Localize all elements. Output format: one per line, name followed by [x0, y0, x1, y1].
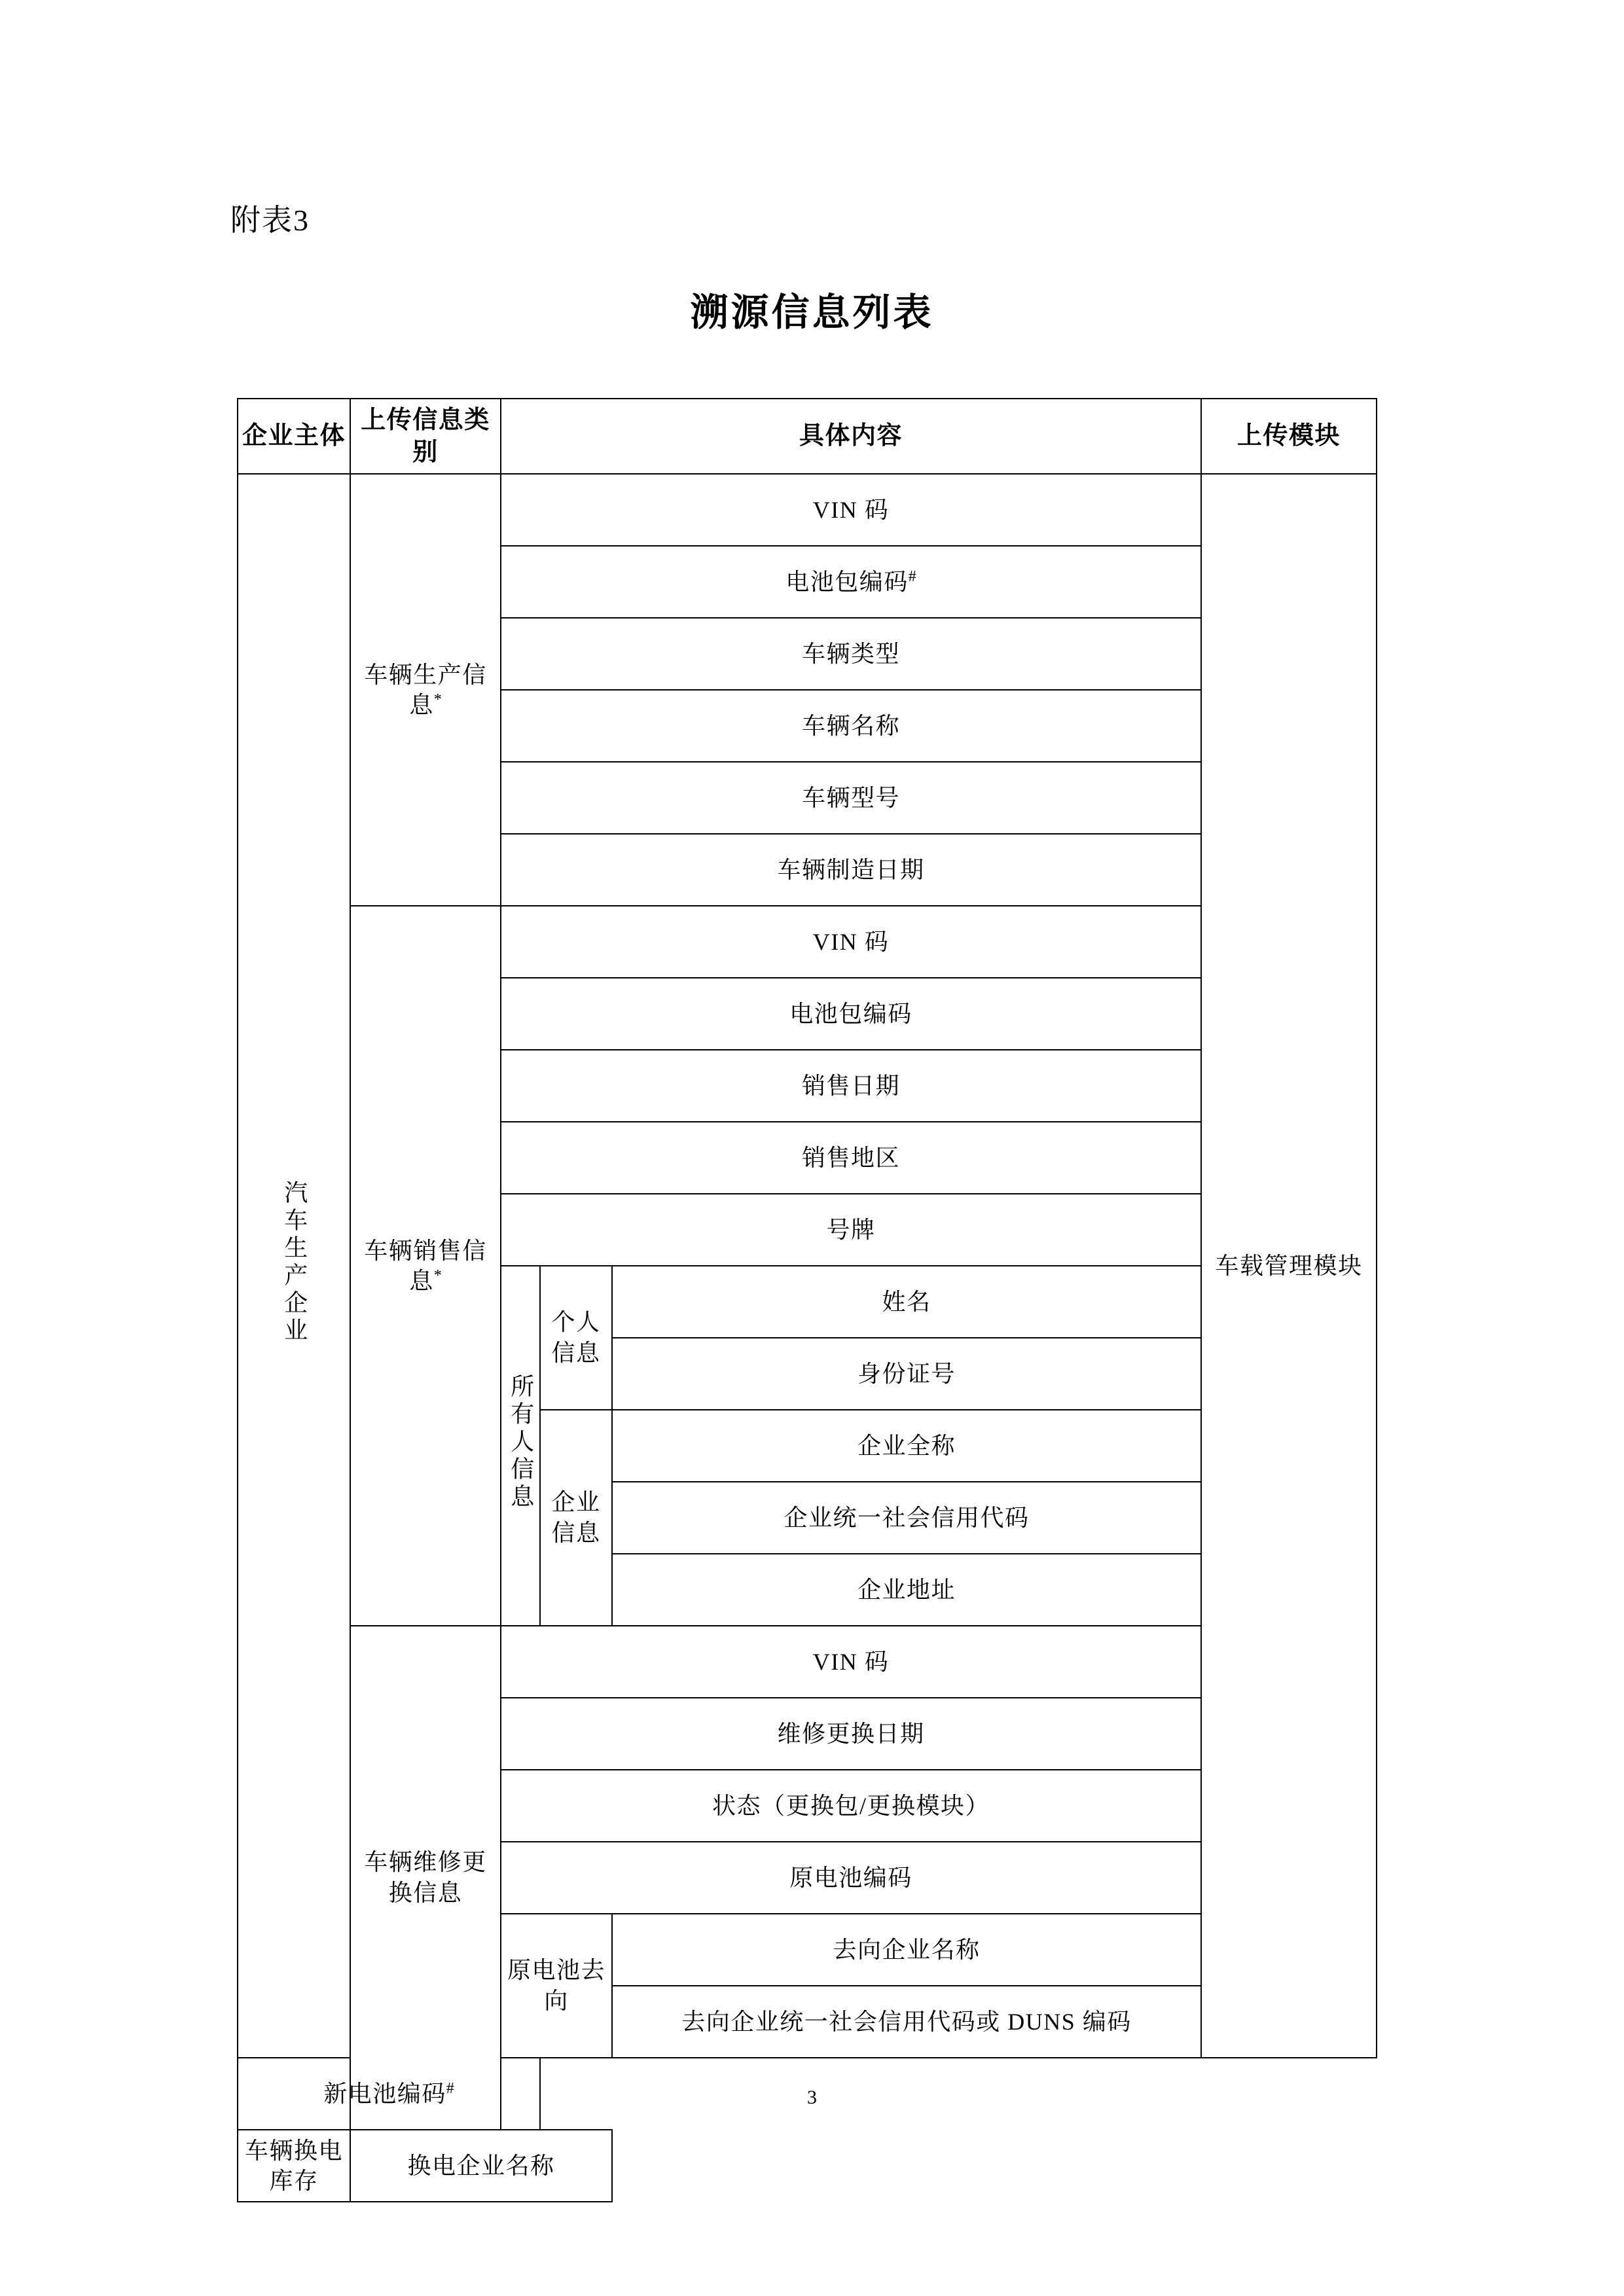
module-cell — [1201, 474, 1377, 2058]
owner-info-label: 所有人信息 — [507, 1373, 534, 1511]
column-header-category: 上传信息类别 — [350, 399, 501, 474]
module-label: 车载管理模块 — [1215, 1253, 1363, 1280]
table-header-row — [238, 399, 1377, 474]
content-item: 销售地区 — [501, 1122, 1201, 1194]
category-production-info — [350, 474, 501, 906]
entity-label: 汽车生产企业 — [281, 1179, 308, 1345]
content-item: 企业全称 — [612, 1410, 1201, 1482]
category-swap-inventory: 车辆换电库存 — [238, 2130, 350, 2202]
category-label: 车辆销售信息 — [364, 1238, 487, 1295]
content-item: 电池包编码 — [501, 978, 1201, 1050]
traceability-info-table — [237, 398, 1377, 2202]
old-battery-destination-group — [501, 1914, 612, 2058]
entity-cell — [238, 474, 350, 2058]
content-item: VIN 码 — [501, 1626, 1201, 1698]
page-number: 3 — [807, 2087, 817, 2108]
content-item: 去向企业名称 — [612, 1914, 1201, 1986]
content-item: 车辆名称 — [501, 690, 1201, 762]
content-item: 姓名 — [612, 1266, 1201, 1338]
content-item: 企业地址 — [612, 1554, 1201, 1626]
content-item: 销售日期 — [501, 1050, 1201, 1122]
content-item: 新电池编码 — [323, 2081, 446, 2108]
content-item: 状态（更换包/更换模块） — [501, 1770, 1201, 1842]
table-row — [238, 2130, 1377, 2202]
content-item: 换电企业名称 — [350, 2130, 612, 2202]
table-row — [238, 474, 1377, 546]
column-header-content: 具体内容 — [501, 399, 1201, 474]
category-mark: * — [433, 691, 442, 709]
page-title: 溯源信息列表 — [690, 290, 934, 334]
category-label: 车辆维修更换信息 — [364, 1849, 487, 1907]
owner-info-group — [501, 1266, 540, 1626]
content-item-mark: # — [446, 2080, 454, 2098]
content-item: 电池包编码 — [785, 569, 909, 596]
content-item: 企业统一社会信用代码 — [612, 1482, 1201, 1554]
category-sales-info — [350, 906, 501, 1626]
content-item: 身份证号 — [612, 1338, 1201, 1410]
old-battery-destination-label: 原电池去向 — [507, 1957, 605, 2015]
category-repair-replace-info — [350, 1626, 501, 2130]
content-item: VIN 码 — [501, 474, 1201, 546]
personal-info-label: 个人信息 — [551, 1309, 601, 1367]
content-item-cell — [501, 546, 1201, 618]
category-label: 车辆生产信息 — [364, 662, 487, 719]
content-item: 号牌 — [501, 1194, 1201, 1266]
content-item: 维修更换日期 — [501, 1698, 1201, 1770]
attachment-label: 附表3 — [230, 204, 310, 237]
personal-info-subgroup — [540, 1266, 612, 1410]
content-item: 车辆型号 — [501, 762, 1201, 834]
content-item: 原电池编码 — [501, 1842, 1201, 1914]
content-item: 车辆类型 — [501, 618, 1201, 690]
content-item: 车辆制造日期 — [501, 834, 1201, 906]
column-header-entity: 企业主体 — [238, 399, 350, 474]
company-info-label: 企业信息 — [551, 1489, 601, 1547]
content-item: VIN 码 — [501, 906, 1201, 978]
column-header-module: 上传模块 — [1201, 399, 1377, 474]
content-item: 去向企业统一社会信用代码或 DUNS 编码 — [612, 1986, 1201, 2058]
company-info-subgroup — [540, 1410, 612, 1626]
category-mark: * — [433, 1267, 442, 1285]
content-item-mark: # — [908, 568, 916, 586]
